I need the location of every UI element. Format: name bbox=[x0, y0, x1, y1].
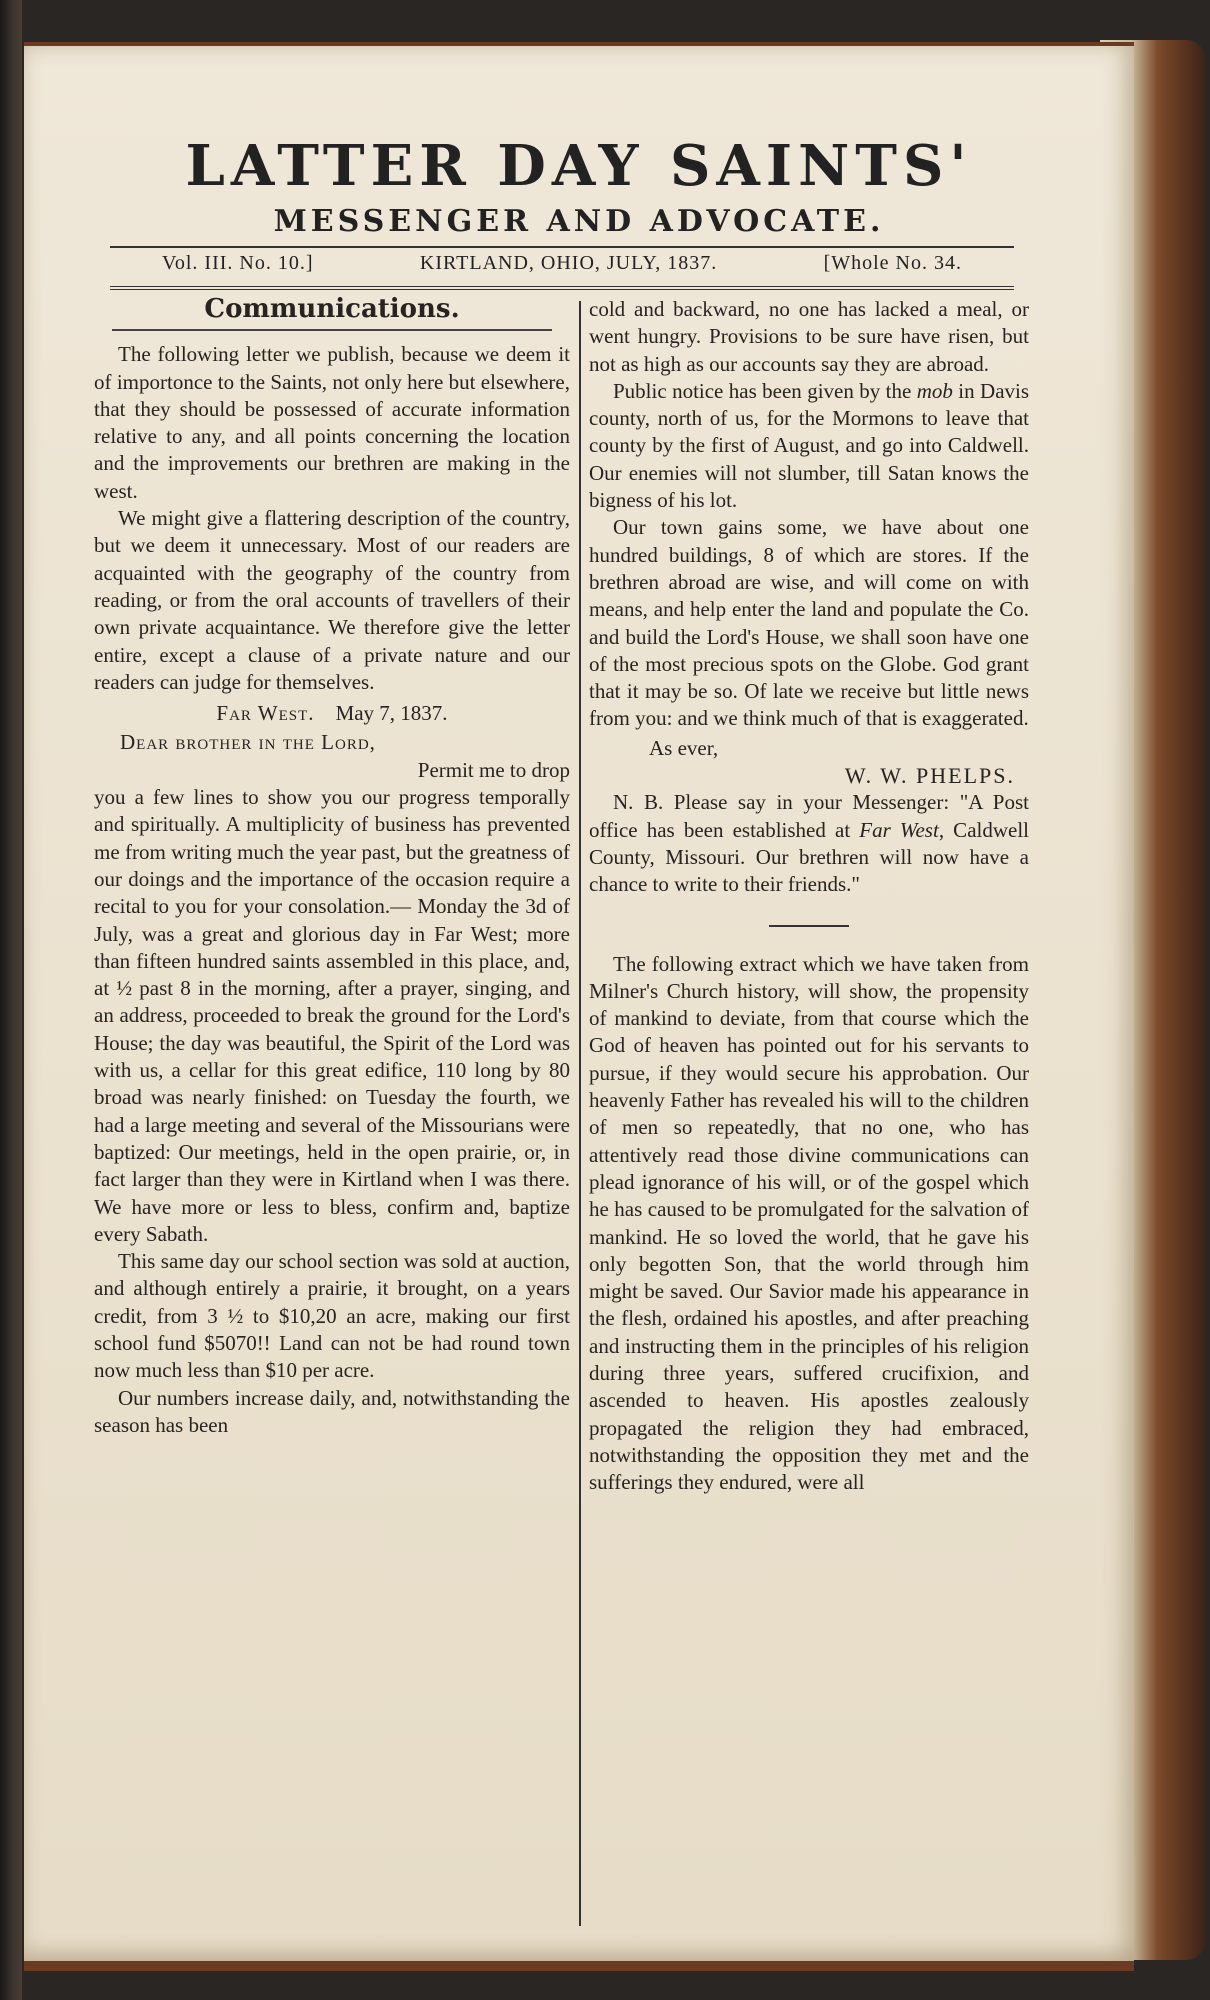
notice-mob: mob bbox=[916, 378, 953, 403]
column-divider bbox=[579, 301, 581, 1926]
left-column bbox=[94, 296, 570, 1439]
newspaper-page bbox=[24, 42, 1134, 1971]
letter-placeline bbox=[94, 700, 570, 727]
place-date: KIRTLAND, OHIO, JULY, 1837. bbox=[419, 252, 718, 274]
section-rule bbox=[112, 329, 552, 331]
nb-text-a: N. B. Please say in your Messenger: "A Post office has been established at bbox=[589, 790, 1029, 842]
separator-rule bbox=[769, 925, 849, 927]
paragraph-school-section: This same day our school section was sold at auction, and although entirely a prairie, it brought, on a years credit, from 3 ½ to $10,20 an acre, making our first school fund $5070!! Land can not be had round town now much less than $10 per acre. bbox=[94, 1249, 570, 1383]
paragraph-letter-body: you a few lines to show you our progress temporally and spiritually. A multiplicity of business has prevented me from writing much the year past, but the greatness of our doings and the importance of the occasion require a recital to you for your consolation.— Monday the 3d of July, was a great and glorious day in Far West; more than fifteen hundred saints assembled in this place, and, at ½ past 8 in the morning, after a prayer, singing, and an address, proceeded to break the ground for the Lord's House; the day was beautiful, the Spirit of the Lord was with us, a cellar for this great edifice, 110 long by 80 broad was nearly finished: on Tuesday the fourth, we had a large meeting and several of the Missourians were baptized: Our meetings, held in the open prairie, or, in fact larger than they were in Kirtland when I was there. We have more or less to bless, confirm and, baptize every Sabath. bbox=[94, 785, 570, 1246]
header-rule-bottom bbox=[110, 286, 1014, 290]
paragraph-continued: cold and backward, no one has lacked a meal, or went hungry. Provisions to be sure have risen, but not as high as our accounts say they are abroad. bbox=[589, 297, 1029, 376]
masthead-subtitle: MESSENGER AND ADVOCATE. bbox=[273, 204, 885, 239]
header-rule-top bbox=[110, 246, 1014, 248]
dateline bbox=[110, 252, 1014, 275]
whole-number: [Whole No. 34. bbox=[823, 252, 962, 274]
book-binding bbox=[0, 0, 22, 2000]
notice-text-a: Public notice has been given by the bbox=[613, 378, 912, 403]
paragraph-numbers: Our numbers increase daily, and, notwithstanding the season has been bbox=[94, 1385, 570, 1437]
letter-closing: As ever, bbox=[649, 735, 719, 760]
letter-signature: W. W. PHELPS. bbox=[844, 763, 1015, 789]
letter-place: Far West. bbox=[216, 701, 315, 726]
paragraph-town: Our town gains some, we have about one hundred buildings, 8 of which are stores. If the brethren abroad are wise, and will come on with means, and help enter the land and populate the Co. and build the Lord's House, we shall soon have one of the most precious spots on the Globe. God grant that it may be so. Of late we receive but little news from you: and we think much of that is exaggerated. bbox=[589, 515, 1029, 731]
paragraph-extract: The following extract which we have taken from Milner's Church history, will show, the propensity of mankind to deviate, from that course which the God of heaven has pointed out for his servants to pursue, if they would secure his approbation. Our heavenly Father has revealed his will to the children of men so repeatedly, that no one, who has attentively read those divine communications can plead ignorance of his will, or of the gospel which he has caused to be promulgated for the salvation of mankind. He so loved the world, that he gave his only begotten Son, that the world through him might be saved. Our Savior made his appearance in the flesh, ordained his apostles, and after preaching and instructing them in the principles of his religion during three years, suffered crucifixion, and ascended to heaven. His apostles zealously propagated the religion they had embraced, notwithstanding the opposition they met and the sufferings they endured, were all bbox=[589, 951, 1029, 1495]
nb-far-west: Far West bbox=[859, 817, 939, 842]
masthead bbox=[24, 133, 1134, 239]
letter-date: May 7, 1837. bbox=[335, 701, 448, 726]
paragraph-description: We might give a flattering description of the country, but we deem it unnecessary. Most of our readers are acquainted with the geography of the country from reading, or from the oral accounts of travellers of their own private acquaintance. We therefore give the letter entire, except a clause of a private nature and our readers can judge for themselves. bbox=[94, 506, 570, 694]
notice-text-b: in Davis county, north of us, for the Mormons to leave that county by the first of August, and go into Caldwell. Our enemies will not slumber, till Satan knows the bigness of his lot. bbox=[589, 378, 1030, 513]
letter-salutation: Dear brother in the Lord, bbox=[120, 730, 376, 755]
paragraph-nota-bene bbox=[589, 789, 1029, 898]
paragraph-intro: The following letter we publish, because we deem it of importonce to the Saints, not only here but elsewhere, that they should be possessed of accurate information relative to any, and all points concerning the location and the improvements our brethren are making in the west. bbox=[94, 342, 570, 503]
masthead-title: LATTER DAY SAINTS' bbox=[185, 133, 973, 199]
paragraph-public-notice bbox=[589, 378, 1029, 514]
volume-number: Vol. III. No. 10.] bbox=[162, 252, 314, 274]
letter-opening: Permit me to drop bbox=[417, 757, 570, 782]
nb-text-b: , Caldwell County, Missouri. Our brethren will now have a chance to write to their friends." bbox=[589, 817, 1029, 897]
section-heading: Communications. bbox=[204, 294, 460, 324]
right-column bbox=[589, 296, 1029, 1496]
